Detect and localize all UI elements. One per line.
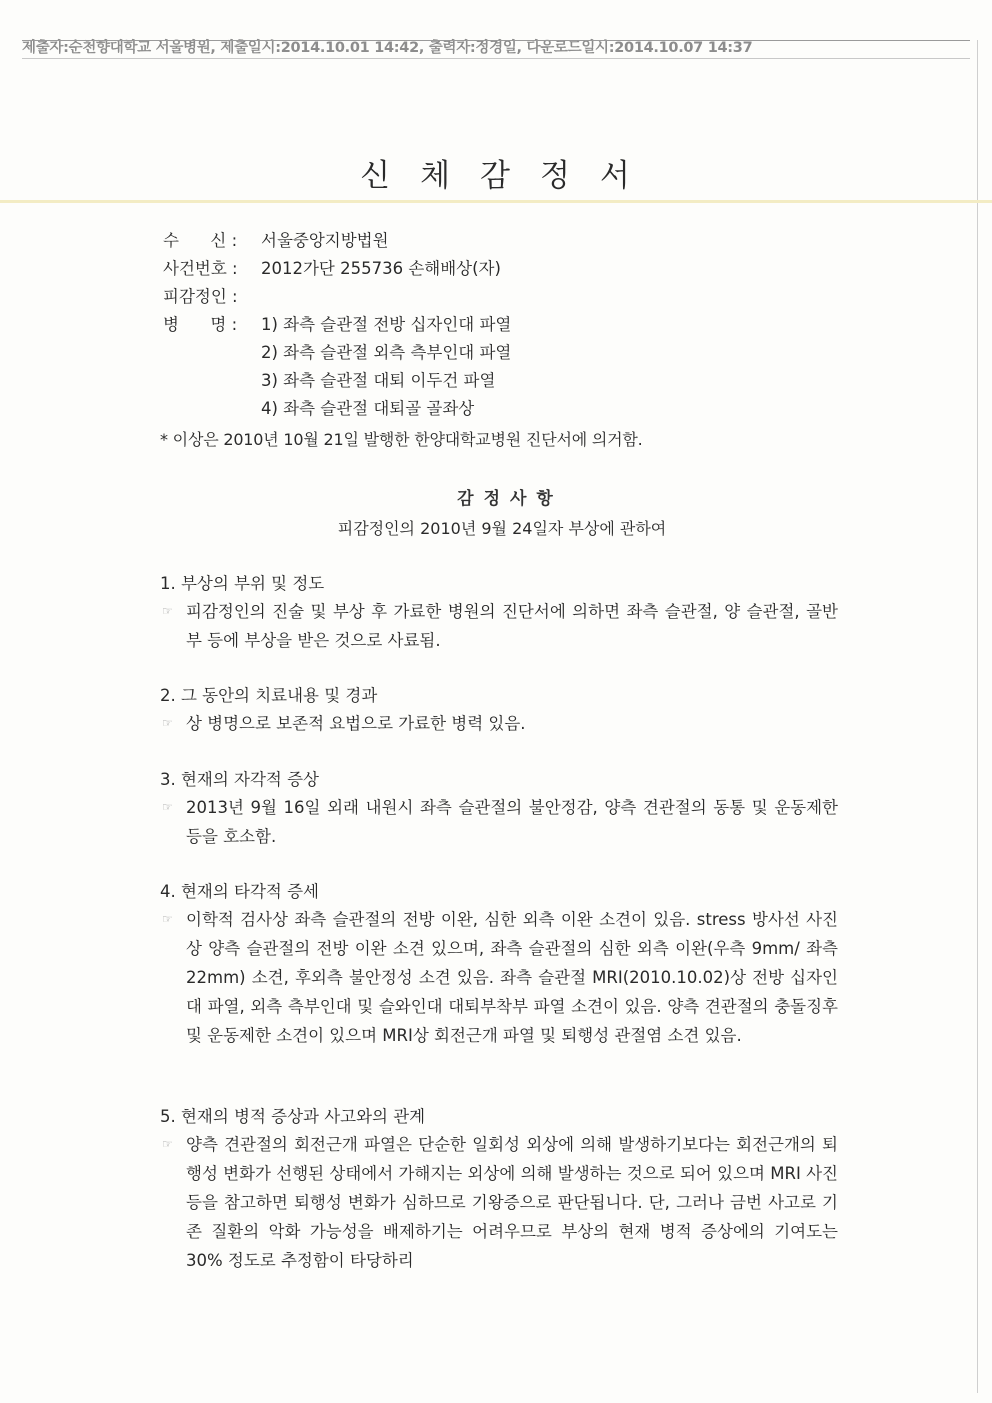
- item-text: 피감정인의 진술 및 부상 후 가료한 병원의 진단서에 의하면 좌측 슬관절, 양 슬관절, 골반부 등에 부상을 받은 것으로 사료됨.: [186, 602, 838, 650]
- diagnosis-item: 2) 좌측 슬관절 외측 측부인대 파열: [261, 343, 512, 362]
- field-case-number: [163, 255, 501, 279]
- field-value: 서울중앙지방법원: [261, 231, 389, 250]
- item-text: 이학적 검사상 좌측 슬관절의 전방 이완, 심한 외측 이완 소견이 있음. stress 방사선 사진상 양측 슬관절의 전방 이완 소견 있으며, 좌측 슬관절의 심한 외측 이완(우측 9mm/ 좌측 22mm) 소견, 후외측 불안정성 소견 있음. 좌측 슬관절 MRI(2010.10.02)상 전방 십자인대 파열, 외측 측부인대 및 슬와인대 대퇴부착부 파열 소견이 있음. 양측 견관절의 충돌징후 및 운동제한 소견이 있으며 MRI상 회전근개 파열 및 퇴행성 관절염 소견 있음.: [186, 910, 838, 1045]
- header-rule: [22, 40, 970, 41]
- document-title: 신체감정서: [360, 158, 660, 194]
- field-label: 피감정인 :: [163, 287, 238, 306]
- item-text: 양측 견관절의 회전근개 파열은 단순한 일회성 외상에 의해 발생하기보다는 회전근개의 퇴행성 변화가 선행된 상태에서 가해지는 외상에 의해 발생하는 것으로 되어 있으며 MRI 사진 등을 참고하면 퇴행성 변화가 심하므로 기왕증으로 판단됩니다. 단, 그러나 금번 사고로 기존 질환의 악화 가능성을 배제하기는 어려우므로 부상의 현재 병적 증상에의 기여도는 30% 정도로 추정함이 타당하리: [186, 1135, 838, 1270]
- scan-band: [0, 200, 992, 203]
- item-heading: 3. 현재의 자각적 증상: [160, 770, 319, 789]
- submission-header: 제출자:순천향대학교 서울병원, 제출일시:2014.10.01 14:42, 출력자:정경일, 다운로드일시:2014.10.07 14:37: [22, 40, 753, 56]
- item-heading: 2. 그 동안의 치료내용 및 경과: [160, 686, 378, 705]
- field-label: 사건번호 :: [163, 259, 238, 278]
- diagnosis-note: * 이상은 2010년 10월 21일 발행한 한양대학교병원 진단서에 의거함.: [160, 430, 643, 449]
- page-edge-line: [977, 40, 978, 1393]
- pointing-hand-icon: ☞: [162, 716, 173, 730]
- section-title: 감정사항: [457, 489, 563, 509]
- item-heading: 5. 현재의 병적 증상과 사고와의 관계: [160, 1107, 426, 1126]
- field-diagnosis: [163, 311, 511, 335]
- pointing-hand-icon: ☞: [162, 604, 173, 618]
- diagnosis-item: 4) 좌측 슬관절 대퇴골 골좌상: [261, 399, 475, 418]
- field-recipient: [163, 227, 389, 251]
- pointing-hand-icon: ☞: [162, 800, 173, 814]
- pointing-hand-icon: ☞: [162, 912, 173, 926]
- item-text: 상 병명으로 보존적 요법으로 가료한 병력 있음.: [186, 714, 526, 733]
- field-label: 병 명 :: [163, 315, 238, 334]
- field-examinee: [163, 283, 261, 307]
- header-rule-secondary: [22, 58, 970, 59]
- item-heading: 1. 부상의 부위 및 정도: [160, 574, 325, 593]
- section-subtitle: 피감정인의 2010년 9월 24일자 부상에 관하여: [337, 519, 667, 538]
- field-value: 2012가단 255736 손해배상(자): [261, 259, 501, 278]
- pointing-hand-icon: ☞: [162, 1137, 173, 1151]
- diagnosis-item: 3) 좌측 슬관절 대퇴 이두건 파열: [261, 371, 496, 390]
- item-text: 2013년 9월 16일 외래 내원시 좌측 슬관절의 불안정감, 양측 견관절의 동통 및 운동제한 등을 호소함.: [186, 798, 838, 846]
- field-label: 수 신 :: [163, 231, 238, 250]
- field-value: 1) 좌측 슬관절 전방 십자인대 파열: [261, 315, 512, 334]
- item-heading: 4. 현재의 타각적 증세: [160, 882, 319, 901]
